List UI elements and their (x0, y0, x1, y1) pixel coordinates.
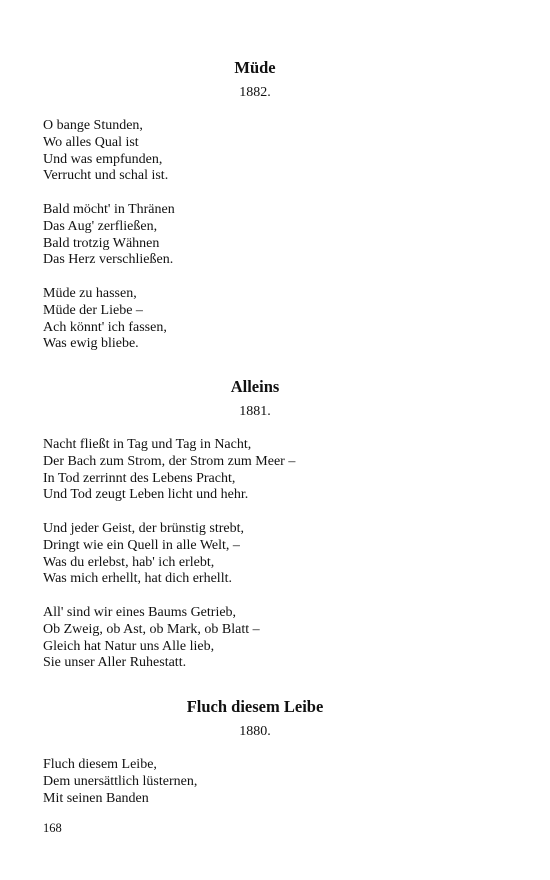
verse-line: Ob Zweig, ob Ast, ob Mark, ob Blatt – (43, 621, 260, 637)
verse-line: Was mich erhellt, hat dich erhellt. (43, 571, 232, 587)
stanza (43, 202, 483, 269)
verse-line: Bald möcht' in Thränen (43, 202, 175, 217)
poem-year: 1881. (239, 404, 271, 419)
verse-line: Bald trotzig Wähnen (43, 235, 160, 251)
verse-line: Der Bach zum Strom, der Strom zum Meer – (43, 453, 296, 469)
verse-line: In Tod zerrinnt des Lebens Pracht, (43, 470, 236, 486)
stanza (43, 118, 483, 185)
poem-title: Fluch diesem Leibe (186, 697, 324, 716)
verse-line: Und was empfunden, (43, 151, 163, 167)
verse-line: Was du erlebst, hab' ich erlebt, (43, 554, 215, 570)
verse-line: Dem unersättlich lüsternen, (43, 773, 198, 789)
verse-line: Müde der Liebe – (43, 302, 143, 318)
verse-line: All' sind wir eines Baums Getrieb, (43, 605, 237, 620)
poem-year: 1882. (239, 85, 271, 100)
verse-line: Und jeder Geist, der brünstig strebt, (43, 521, 245, 536)
verse-line: Gleich hat Natur uns Alle lieb, (43, 638, 215, 654)
page-number: 168 (43, 821, 62, 835)
stanza (43, 286, 483, 353)
verse-line: Fluch diesem Leibe, (43, 757, 157, 772)
stanza (43, 757, 483, 807)
verse-line: Dringt wie ein Quell in alle Welt, – (43, 537, 240, 553)
verse-line: Ach könnt' ich fassen, (43, 319, 167, 335)
poem-year: 1880. (239, 724, 271, 739)
verse-line: Und Tod zeugt Leben licht und hehr. (43, 487, 249, 503)
poem-title: Müde (234, 58, 276, 77)
verse-line: Was ewig bliebe. (43, 336, 139, 352)
verse-line: Mit seinen Banden (43, 790, 149, 806)
stanza (43, 605, 483, 672)
verse-line: Nacht fließt in Tag und Tag in Nacht, (43, 437, 252, 452)
verse-line: Wo alles Qual ist (43, 134, 139, 150)
verse-line: Das Aug' zerfließen, (43, 218, 158, 234)
verse-line: Müde zu hassen, (43, 286, 137, 301)
stanza (43, 521, 483, 588)
stanza (43, 437, 483, 504)
verse-line: Verrucht und schal ist. (43, 168, 169, 184)
poem-title: Alleins (230, 377, 280, 396)
verse-line: Sie unser Aller Ruhestatt. (43, 655, 187, 671)
verse-line: O bange Stunden, (43, 118, 143, 133)
verse-line: Das Herz verschließen. (43, 252, 174, 268)
